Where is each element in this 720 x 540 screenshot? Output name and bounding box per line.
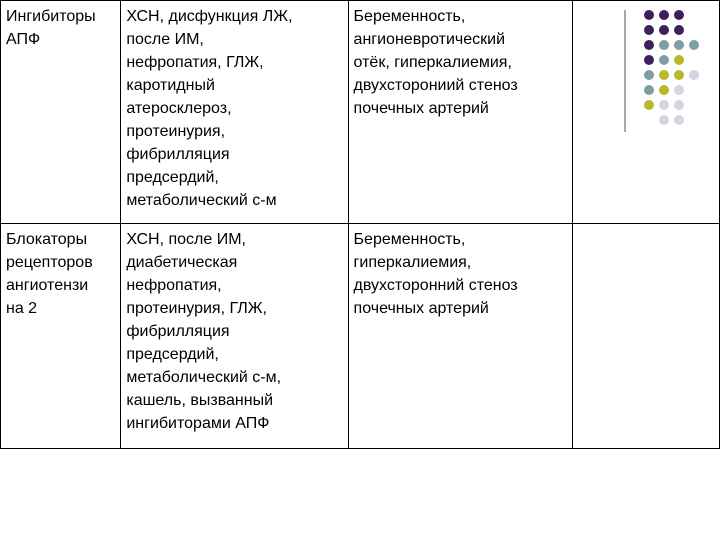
empty-cell <box>572 224 719 449</box>
table-row <box>1 1 720 224</box>
decorative-dot <box>659 55 669 65</box>
decorative-dot <box>674 70 684 80</box>
contraindications-cell: Беременность, гиперкалиемия, двухсторонний стеноз почечных артерий <box>348 224 572 449</box>
decorative-dot <box>674 25 684 35</box>
table-row <box>1 224 720 449</box>
decorative-dot <box>659 25 669 35</box>
decorative-dot <box>674 40 684 50</box>
decorative-dot <box>644 70 654 80</box>
decorative-dot <box>659 40 669 50</box>
decorative-dot <box>644 40 654 50</box>
indications-cell: ХСН, дисфункция ЛЖ, после ИМ, нефропатия, ГЛЖ, каротидный атеросклероз, протеинурия, фибрилляция предсердий, метаболический с-м <box>121 1 348 224</box>
decorative-dot <box>644 100 654 110</box>
decorative-dot <box>674 10 684 20</box>
decorative-dot <box>659 85 669 95</box>
decorative-dot <box>689 70 699 80</box>
contraindications-cell: Беременность, ангионевротический отёк, гиперкалиемия, двухсторониий стеноз почечных артерий <box>348 1 572 224</box>
decorative-dot <box>689 40 699 50</box>
decorative-dot <box>674 115 684 125</box>
drug-class-cell: Ингибиторы АПФ <box>1 1 121 224</box>
decorative-dot <box>644 85 654 95</box>
decorative-dot <box>674 85 684 95</box>
decorative-dot <box>644 25 654 35</box>
decorative-dot-pattern <box>624 10 700 134</box>
decorative-vertical-line <box>624 10 626 132</box>
decorative-dot <box>659 10 669 20</box>
decorative-dot <box>659 115 669 125</box>
decorative-dot <box>659 100 669 110</box>
decorative-dot <box>674 55 684 65</box>
indications-cell: ХСН, после ИМ, диабетическая нефропатия, протеинурия, ГЛЖ, фибрилляция предсердий, метаболический с-м, кашель, вызванный ингибиторами АПФ <box>121 224 348 449</box>
drug-class-cell: Блокаторы рецепторов ангиотензи на 2 <box>1 224 121 449</box>
decorative-dot <box>644 10 654 20</box>
decorative-dot <box>659 70 669 80</box>
decorative-dot <box>644 55 654 65</box>
decorative-dot <box>674 100 684 110</box>
